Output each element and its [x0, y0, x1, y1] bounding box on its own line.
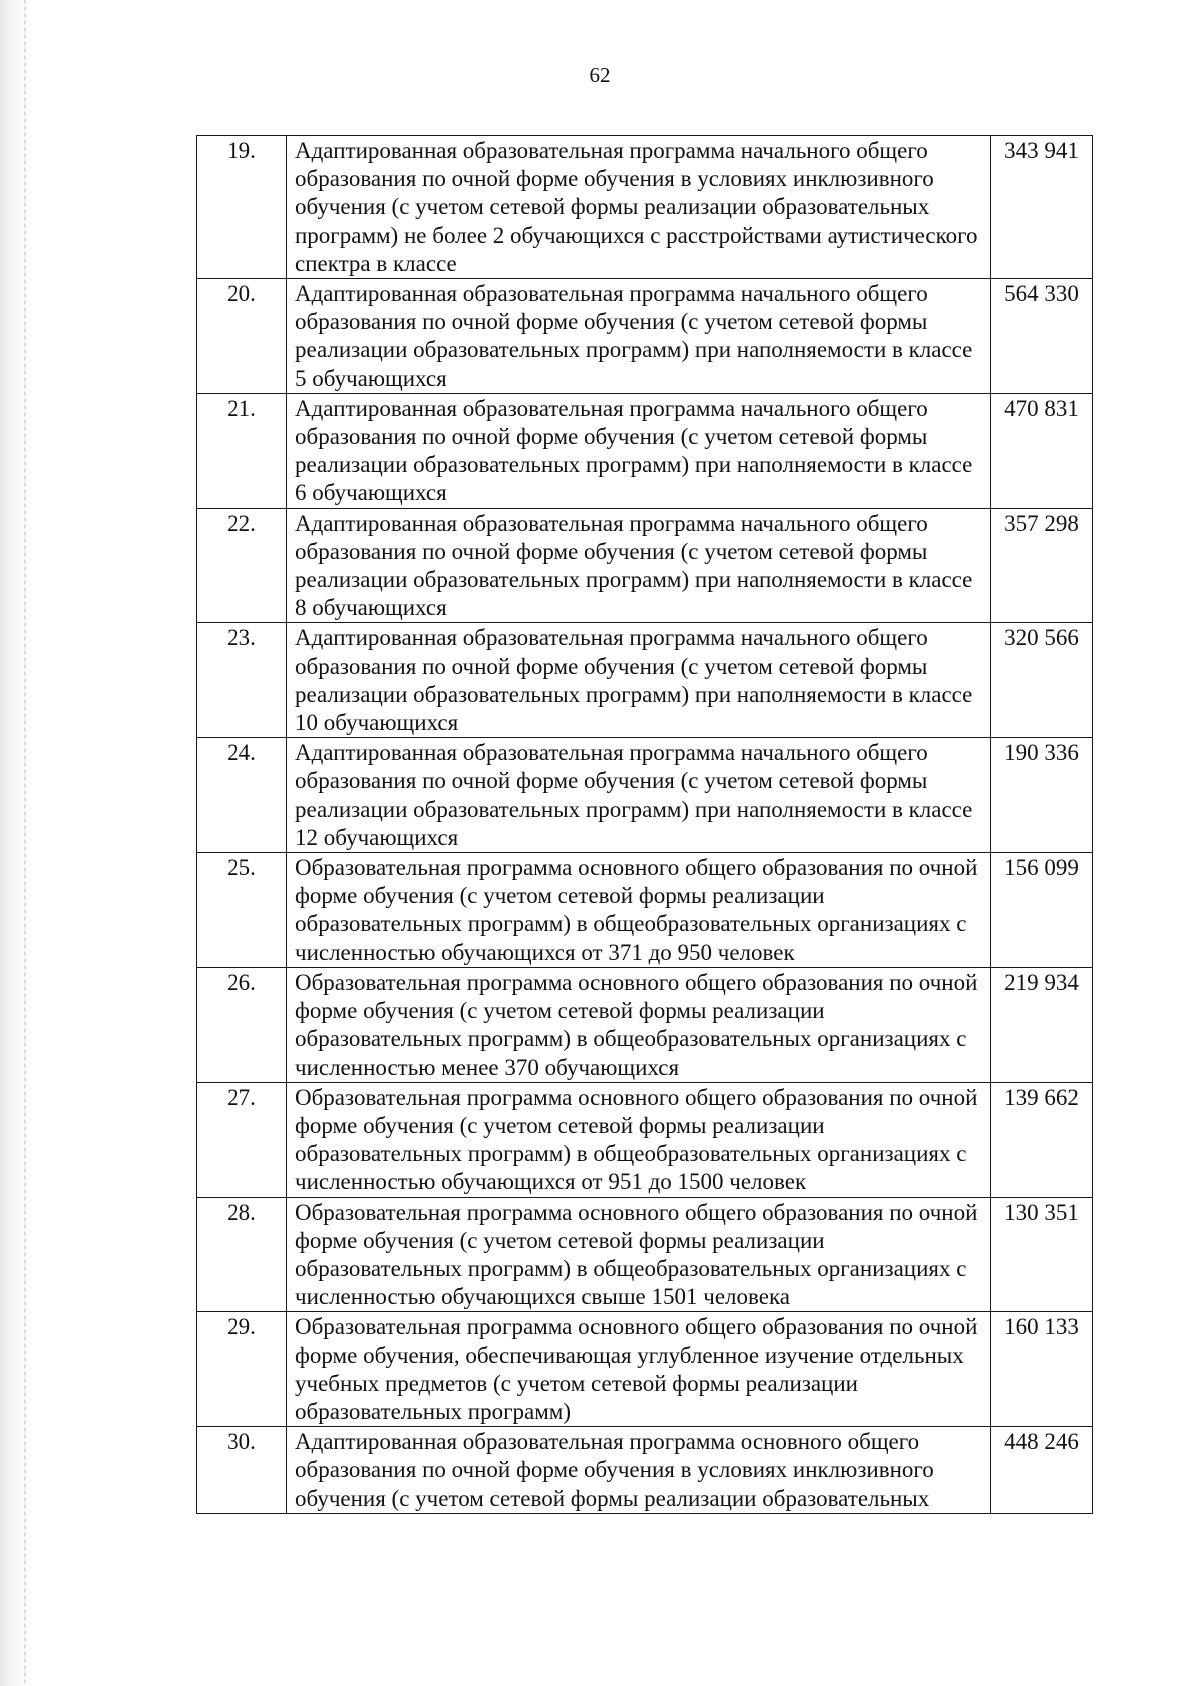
table-row: [197, 1312, 1093, 1427]
program-description: Адаптированная образовательная программа начального общего образования по очной форме обучения (с учетом сетевой формы реализации образовательных программ) при наполняемости в классе 6 обучающихся: [287, 393, 991, 508]
program-description: Образовательная программа основного общего образования по очной форме обучения (с учетом сетевой формы реализации образовательных программ) в общеобразовательных организациях с численностью обучающихся от 371 до 950 человек: [287, 853, 991, 968]
table-row: [197, 738, 1093, 853]
program-description: Адаптированная образовательная программа начального общего образования по очной форме обучения (с учетом сетевой формы реализации образовательных программ) при наполняемости в классе 8 обучающихся: [287, 508, 991, 623]
row-number: 27.: [197, 1082, 287, 1197]
row-number: 19.: [197, 136, 287, 279]
program-description: Образовательная программа основного общего образования по очной форме обучения (с учетом сетевой формы реализации образовательных программ) в общеобразовательных организациях с численностью обучающихся от 951 до 1500 человек: [287, 1082, 991, 1197]
program-description: Адаптированная образовательная программа начального общего образования по очной форме обучения (с учетом сетевой формы реализации образовательных программ) при наполняемости в классе 12 обучающихся: [287, 738, 991, 853]
table-row: [197, 1427, 1093, 1514]
program-description: Адаптированная образовательная программа начального общего образования по очной форме обучения (с учетом сетевой формы реализации образовательных программ) при наполняемости в классе 5 обучающихся: [287, 279, 991, 394]
table-row: [197, 853, 1093, 968]
row-number: 30.: [197, 1427, 287, 1514]
scan-edge: [0, 0, 34, 1686]
program-description: Адаптированная образовательная программа основного общего образования по очной форме обучения в условиях инклюзивного обучения (с учетом сетевой формы реализации образовательных: [287, 1427, 991, 1514]
table-row: [197, 136, 1093, 279]
program-description: Адаптированная образовательная программа начального общего образования по очной форме обучения (с учетом сетевой формы реализации образовательных программ) при наполняемости в классе 10 обучающихся: [287, 623, 991, 738]
table-row: [197, 508, 1093, 623]
row-number: 20.: [197, 279, 287, 394]
table-row: [197, 1197, 1093, 1312]
cost-value: 130 351: [991, 1197, 1093, 1312]
row-number: 21.: [197, 393, 287, 508]
cost-value: 470 831: [991, 393, 1093, 508]
cost-value: 190 336: [991, 738, 1093, 853]
cost-value: 139 662: [991, 1082, 1093, 1197]
cost-value: 156 099: [991, 853, 1093, 968]
row-number: 22.: [197, 508, 287, 623]
cost-value: 343 941: [991, 136, 1093, 279]
row-number: 24.: [197, 738, 287, 853]
row-number: 29.: [197, 1312, 287, 1427]
program-description: Адаптированная образовательная программа начального общего образования по очной форме обучения в условиях инклюзивного обучения (с учетом сетевой формы реализации образовательных программ) не более 2 обучающихся с расстройствами аутистического спектра в классе: [287, 136, 991, 279]
cost-value: 357 298: [991, 508, 1093, 623]
cost-value: 320 566: [991, 623, 1093, 738]
cost-value: 564 330: [991, 279, 1093, 394]
table-row: [197, 623, 1093, 738]
table-row: [197, 1082, 1093, 1197]
row-number: 28.: [197, 1197, 287, 1312]
row-number: 25.: [197, 853, 287, 968]
row-number: 26.: [197, 967, 287, 1082]
programs-table: [196, 135, 1093, 1514]
table-row: [197, 393, 1093, 508]
cost-value: 219 934: [991, 967, 1093, 1082]
row-number: 23.: [197, 623, 287, 738]
program-description: Образовательная программа основного общего образования по очной форме обучения (с учетом сетевой формы реализации образовательных программ) в общеобразовательных организациях с численностью менее 370 обучающихся: [287, 967, 991, 1082]
cost-value: 448 246: [991, 1427, 1093, 1514]
cost-value: 160 133: [991, 1312, 1093, 1427]
table-row: [197, 279, 1093, 394]
program-description: Образовательная программа основного общего образования по очной форме обучения, обеспечивающая углубленное изучение отдельных учебных предметов (с учетом сетевой формы реализации образовательных программ): [287, 1312, 991, 1427]
page-number: 62: [589, 63, 611, 87]
table-row: [197, 967, 1093, 1082]
program-description: Образовательная программа основного общего образования по очной форме обучения (с учетом сетевой формы реализации образовательных программ) в общеобразовательных организациях с численностью обучающихся свыше 1501 человека: [287, 1197, 991, 1312]
